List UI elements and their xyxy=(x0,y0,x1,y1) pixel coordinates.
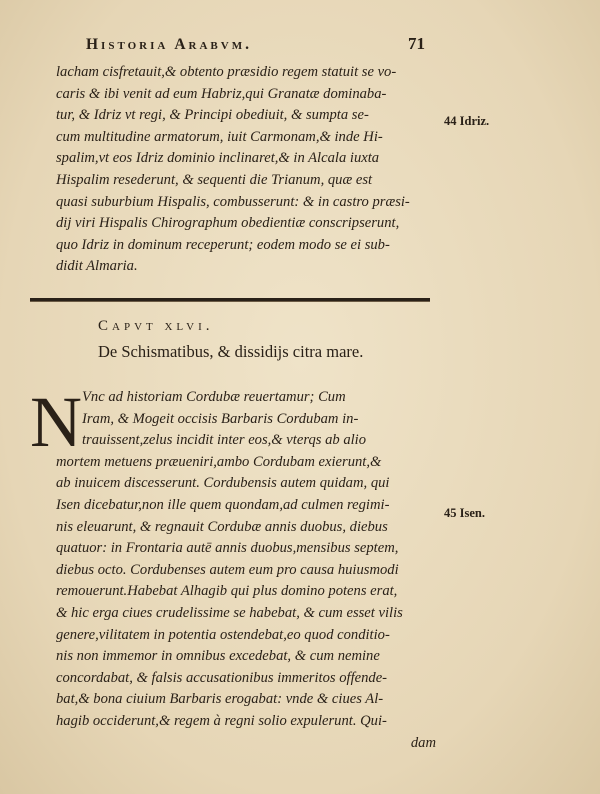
margin-note: 44 Idriz. xyxy=(444,114,490,128)
text-line: caris & ibi venit ad eum Habriz,qui Granatæ dominaba- xyxy=(56,85,387,102)
text-line: Isen dicebatur,non ille quem quondam,ad culmen regimi- xyxy=(56,496,390,513)
text-line: dij viri Hispalis Chirographum obedientiæ conscripserunt, xyxy=(56,215,400,232)
text-line: lacham cisfretauit,& obtento præsidio regem statuit se vo- xyxy=(56,64,397,80)
page-number: 71 xyxy=(408,34,425,53)
text-line: bat,& bona ciuium Barbaris erogabat: vnde & ciues Al- xyxy=(56,691,384,708)
text-line: didit Almaria. xyxy=(56,258,138,275)
text-line: tur, & Idriz vt regi, & Principi obediuit, & sumpta se- xyxy=(56,107,369,124)
text-line: & hic erga ciues crudelissime se habebat, & cum esset vilis xyxy=(56,604,403,621)
section-divider xyxy=(30,298,430,302)
margin-note: 45 Isen. xyxy=(444,506,485,520)
text-line: ab inuicem discesserunt. Cordubensis autem quidam, qui xyxy=(56,475,390,492)
text-line: genere,vilitatem in potentia ostendebat,eo quod conditio- xyxy=(56,626,390,643)
running-title: Historia Arabvm. xyxy=(86,36,252,53)
text-line: nis eleuarunt, & regnauit Cordubæ annis duobus, diebus xyxy=(56,518,388,535)
text-line: quo Idriz in dominum receperunt; eodem modo se ei sub- xyxy=(56,236,390,253)
text-block-lower xyxy=(56,387,436,754)
chapter-heading: Capvt xlvi. xyxy=(98,318,214,334)
text-line: concordabat, & falsis accusationibus immeritos offende- xyxy=(56,669,388,686)
text-line: mortem metuens præueniri,ambo Cordubam exierunt,& xyxy=(56,453,382,470)
text-line: remouerunt.Habebat Alhagib qui plus domino potens erat, xyxy=(56,583,398,600)
text-block-upper xyxy=(56,62,436,278)
text-line: quasi suburbium Hispalis, combusserunt: & in castro præsi- xyxy=(56,193,410,210)
text-line: Iram, & Mogeit occisis Barbaris Cordubam in- xyxy=(82,410,359,427)
text-line: quatuor: in Frontaria autē annis duobus,mensibus septem, xyxy=(56,540,399,557)
text-line: trauissent,zelus incidit inter eos,& vterqs ab alio xyxy=(82,432,367,449)
text-line: hagib occiderunt,& regem à regni solio expulerunt. Qui- xyxy=(56,712,387,729)
text-line: spalim,vt eos Idriz dominio inclinaret,& in Alcala iuxta xyxy=(56,150,380,167)
text-line: Vnc ad historiam Cordubæ reuertamur; Cum xyxy=(82,389,346,405)
text-line: diebus octo. Cordubenses autem eum pro causa huiusmodi xyxy=(56,561,399,578)
catchword: dam xyxy=(410,734,436,751)
text-line: cum multitudine armatorum, iuit Carmonam,& inde Hi- xyxy=(56,128,383,145)
chapter-title: De Schismatibus, & dissidijs citra mare. xyxy=(98,342,364,361)
text-line: nis non immemor in omnibus excedebat, & cum nemine xyxy=(56,648,380,665)
drop-capital: N xyxy=(30,382,82,462)
text-line: Hispalim resederunt, & sequenti die Trianum, quæ est xyxy=(56,171,373,188)
